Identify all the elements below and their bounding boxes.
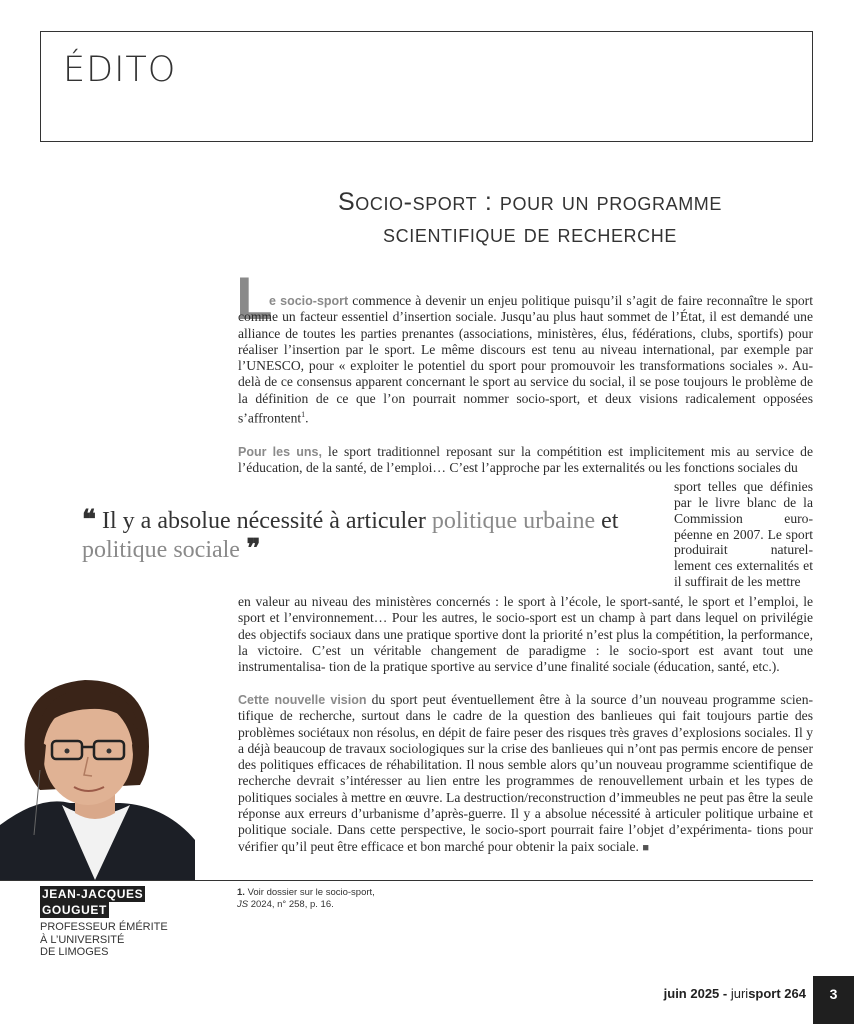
footnote-line2: 2024, n° 258, p. 16. bbox=[248, 899, 334, 910]
footnote-journal: JS bbox=[237, 899, 249, 910]
close-quote-icon: ❞ bbox=[239, 534, 261, 563]
paragraph-3-lead: Cette nouvelle vision bbox=[238, 693, 367, 707]
footer-issue: 264 bbox=[780, 986, 806, 1001]
author-name-line1: JEAN-JACQUES bbox=[42, 887, 144, 901]
footnote-number: 1. bbox=[237, 887, 245, 898]
footnote-line1: Voir dossier sur le socio-sport, bbox=[244, 887, 375, 898]
paragraph-1: e socio-sport commence à devenir un enjeu politique puisqu’il s’agit de faire reconnaître le sport comme un facteur essentiel d’insertion sociale. Jusqu’au plus haut sommet de l’État, il est demandé une alliance de toutes les parties prenantes (associations, ministères, élus, fédérations, clubs, sportifs) pour réaliser l’insertion par le sport. Le même discours est tenu au niveau international, par exemple par l’UNESCO, pour « exploiter le potentiel du sport pour promouvoir les transformations sociales ». Au-delà de ce consensus apparent concernant le sport au service du social, il se pose toujours le problème de la définition de ce que l’on pourrait nommer socio-sport, et deux visions radicalement opposées s’affrontent$^1$. bbox=[238, 293, 813, 426]
author-role-line3: DE LIMOGES bbox=[40, 946, 109, 958]
author-portrait bbox=[0, 675, 195, 880]
pull-quote-part2: et bbox=[595, 508, 619, 534]
paragraph-3 bbox=[238, 692, 813, 856]
footer-brand-light: juri bbox=[730, 986, 749, 1001]
article-title-line1: Socio-sport : pour un programme bbox=[337, 188, 723, 216]
pull-quote-part1: Il y a absolue nécessité à articuler bbox=[96, 508, 432, 534]
author-role bbox=[40, 921, 168, 959]
page-number: 3 bbox=[813, 976, 854, 1024]
paragraph-3-text: du sport peut éventuellement être à la source d’un nouveau programme scien- tifique de recherche, surtout dans le cadre de la question des banlieues qui fait toujours partie des problèmes sociétaux non résolus, en dépit de faire peser des risques très graves d’explosions sociales. Il y a déjà beaucoup de travaux sociologiques sur la crise des banlieues qui n’ont pas permis encore de penser des politiques efficaces de réhabilitation. Il nous semble alors qu’un nouveau programme scientifique de recherche devrait s’intéresser au lien entre les programmes de renouvellement urbain et les types de politiques sociales à mettre en œuvre. La destruction/reconstruction d’immeubles ne peut pas être la seule réponse aux erreurs d’urbanisme d’après-guerre. Il y a absolue nécessité à articuler politique urbaine et politique sociale. Dans cette perspective, le socio-sport pourrait faire l’objet d’expérimenta- tions pour vérifier qu’il peut être efficace et bon marché pour obtenir la paix sociale. bbox=[238, 692, 814, 854]
article-title-line2: scientifique de recherche bbox=[383, 220, 677, 248]
paragraph-2-text: le sport traditionnel reposant sur la compétition est implicitement mis au service de l’éducation, de la santé, de l’emploi… C’est l’approche par les externalités ou les fonctions sociales du bbox=[238, 444, 813, 476]
pull-quote-highlight-2: politique sociale bbox=[82, 537, 240, 563]
footer-rule bbox=[0, 880, 813, 881]
paragraph-1-text: commence à devenir un enjeu politique puisqu’il s’agit de faire reconnaître le sport comme un facteur essentiel d’insertion sociale. Jusqu’au plus haut sommet de l’État, il est demandé une alliance de toutes les parties prenantes (associations, ministères, élus, fédérations, clubs, sportifs) pour réaliser l’insertion par le sport. Le même discours est tenu au niveau international, par exemple par l’UNESCO, pour « exploiter le potentiel du sport pour promouvoir les transformations sociales ». Au-delà de ce consensus apparent concernant le sport au service du social, il se pose toujours le problème de la définition de ce que l’on pourrait nommer socio-sport, et deux visions radicalement opposées s’affrontent bbox=[238, 293, 813, 426]
author-name bbox=[40, 886, 145, 918]
author-role-line1: PROFESSEUR ÉMÉRITE bbox=[40, 921, 168, 933]
footnote bbox=[237, 887, 375, 911]
page-footer bbox=[664, 986, 806, 1001]
paragraph-2-lead: Pour les uns, bbox=[238, 445, 322, 459]
edito-header-box bbox=[40, 31, 813, 142]
pull-quote bbox=[82, 506, 642, 564]
article-title bbox=[250, 186, 810, 250]
footnote-ref: 1 bbox=[301, 410, 306, 420]
author-photo-icon bbox=[0, 675, 195, 880]
footer-brand-bold: sport bbox=[748, 986, 781, 1001]
section-title: ÉDITO bbox=[63, 50, 177, 90]
pull-quote-highlight-1: politique urbaine bbox=[431, 508, 596, 534]
footer-date: juin 2025 - bbox=[663, 986, 731, 1001]
author-name-line2: GOUGUET bbox=[42, 903, 107, 917]
paragraph-2 bbox=[238, 444, 813, 477]
paragraph-2-narrow: sport telles que définies par le livre blanc de la Commission euro- péenne en 2007. Le sport produirait naturel- lement ces externalités et il suffirait de les mettre bbox=[674, 479, 813, 590]
open-quote-icon: ❝ bbox=[82, 505, 96, 534]
paragraph-1-lead: e socio-sport bbox=[269, 294, 349, 308]
author-role-line2: À L’UNIVERSITÉ bbox=[40, 933, 125, 946]
drop-cap: L bbox=[236, 265, 273, 332]
paragraph-2-continued: en valeur au niveau des ministères concernés : le sport à l’école, le sport-santé, le sport et l’emploi, le sport et l’environnement… Pour les autres, le socio-sport est un champ à part dans lequel on privilégie des objectifs sociaux dans une pratique sportive dont la priorité n’est plus la compétition, la performance, la victoire. C’est un véritable changement de paradigme : le socio-sport est avant tout une instrumentalisa- tion de la pratique sportive au service d’une finalité sociale (éducation, santé, etc.). bbox=[238, 594, 813, 675]
end-mark-icon: ■ bbox=[642, 841, 650, 854]
